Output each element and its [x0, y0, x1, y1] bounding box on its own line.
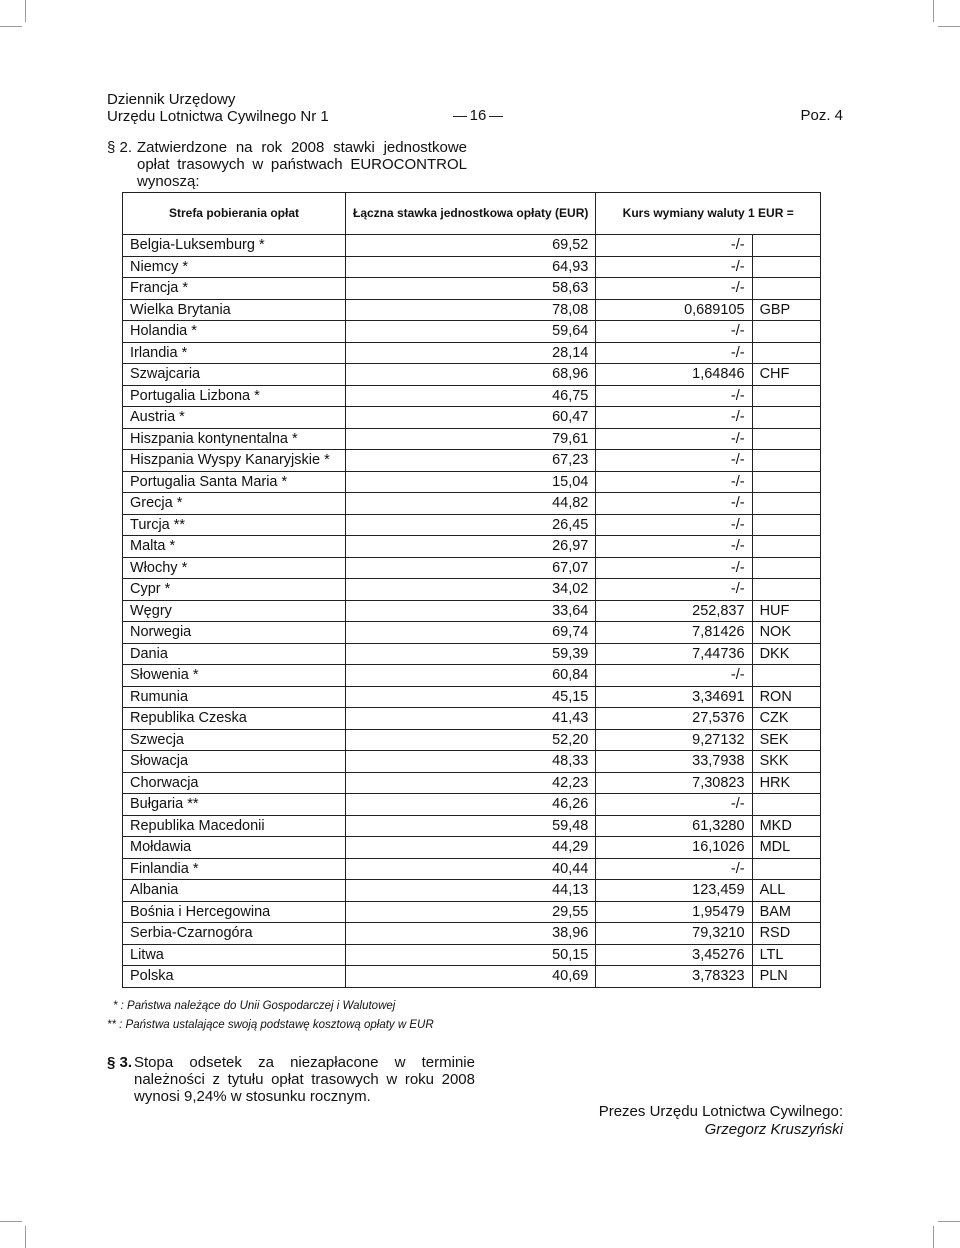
rate-cell: 42,23 — [345, 772, 595, 794]
section-3-text: Stopa odsetek za niezapłacone w terminie należności z tytułu opłat trasowych w roku 2008 wynosi 9,24% w stosunku rocznym. — [134, 1054, 475, 1105]
crop-mark — [933, 1226, 934, 1248]
table-header-row — [123, 193, 821, 235]
exchange-cell: 7,44736 — [596, 643, 752, 665]
exchange-cell: -/- — [596, 579, 752, 601]
table-row — [123, 536, 821, 558]
currency-cell: MKD — [752, 815, 820, 837]
exchange-cell: -/- — [596, 428, 752, 450]
zone-cell: Szwecja — [123, 729, 346, 751]
zone-cell: Niemcy * — [123, 256, 346, 278]
table-row — [123, 579, 821, 601]
rate-cell: 29,55 — [345, 901, 595, 923]
table-row — [123, 858, 821, 880]
rate-cell: 69,74 — [345, 622, 595, 644]
zone-cell: Turcja ** — [123, 514, 346, 536]
table-row — [123, 342, 821, 364]
zone-cell: Belgia-Luksemburg * — [123, 235, 346, 257]
crop-mark — [25, 0, 26, 22]
crop-mark — [0, 1221, 22, 1222]
zone-cell: Serbia-Czarnogóra — [123, 923, 346, 945]
exchange-cell: -/- — [596, 278, 752, 300]
exchange-cell: 252,837 — [596, 600, 752, 622]
exchange-cell: -/- — [596, 665, 752, 687]
zone-cell: Malta * — [123, 536, 346, 558]
table-body — [123, 235, 821, 988]
currency-cell: LTL — [752, 944, 820, 966]
currency-cell — [752, 536, 820, 558]
journal-title-line2: Urzędu Lotnictwa Cywilnego Nr 1 — [107, 108, 329, 125]
section-2-text: Zatwierdzone na rok 2008 stawki jednostkowe opłat trasowych w państwach EUROCONTROL wynoszą: — [137, 139, 467, 190]
zone-cell: Republika Macedonii — [123, 815, 346, 837]
currency-cell — [752, 557, 820, 579]
zone-cell: Norwegia — [123, 622, 346, 644]
zone-cell: Mołdawia — [123, 837, 346, 859]
zone-cell: Grecja * — [123, 493, 346, 515]
exchange-cell: -/- — [596, 385, 752, 407]
section-2 — [107, 139, 467, 190]
position-label: Poz. 4 — [800, 107, 843, 124]
currency-cell — [752, 428, 820, 450]
rate-cell: 58,63 — [345, 278, 595, 300]
rate-cell: 69,52 — [345, 235, 595, 257]
footnote-double-star: ** : Państwa ustalające swoją podstawę kosztową opłaty w EUR — [107, 1019, 434, 1031]
rate-cell: 59,48 — [345, 815, 595, 837]
exchange-cell: -/- — [596, 858, 752, 880]
currency-cell: NOK — [752, 622, 820, 644]
table-row — [123, 450, 821, 472]
zone-cell: Włochy * — [123, 557, 346, 579]
exchange-cell: -/- — [596, 407, 752, 429]
exchange-cell: 3,34691 — [596, 686, 752, 708]
zone-cell: Bośnia i Hercegowina — [123, 901, 346, 923]
crop-mark — [933, 0, 934, 22]
table-row — [123, 600, 821, 622]
table-row — [123, 471, 821, 493]
zone-cell: Albania — [123, 880, 346, 902]
currency-cell: SKK — [752, 751, 820, 773]
rate-cell: 44,29 — [345, 837, 595, 859]
table-row — [123, 686, 821, 708]
rate-cell: 67,23 — [345, 450, 595, 472]
exchange-cell: -/- — [596, 256, 752, 278]
rate-cell: 26,45 — [345, 514, 595, 536]
table-row — [123, 407, 821, 429]
zone-cell: Rumunia — [123, 686, 346, 708]
currency-cell — [752, 471, 820, 493]
currency-cell — [752, 342, 820, 364]
rate-cell: 33,64 — [345, 600, 595, 622]
rate-cell: 59,64 — [345, 321, 595, 343]
table-row — [123, 901, 821, 923]
rate-cell: 78,08 — [345, 299, 595, 321]
crop-mark — [0, 26, 22, 27]
rate-cell: 26,97 — [345, 536, 595, 558]
exchange-cell: -/- — [596, 471, 752, 493]
table-row — [123, 794, 821, 816]
table-row — [123, 880, 821, 902]
table-row — [123, 923, 821, 945]
currency-cell — [752, 321, 820, 343]
currency-cell: HRK — [752, 772, 820, 794]
exchange-cell: -/- — [596, 536, 752, 558]
header-rate: Łączna stawka jednostkowa opłaty (EUR) — [345, 193, 595, 235]
table-row — [123, 815, 821, 837]
journal-title-line1: Dziennik Urzędowy — [107, 91, 236, 108]
currency-cell — [752, 493, 820, 515]
table-row — [123, 772, 821, 794]
exchange-cell: -/- — [596, 794, 752, 816]
exchange-cell: 7,81426 — [596, 622, 752, 644]
rate-cell: 79,61 — [345, 428, 595, 450]
zone-cell: Polska — [123, 966, 346, 988]
table-row — [123, 643, 821, 665]
rate-cell: 38,96 — [345, 923, 595, 945]
rate-cell: 28,14 — [345, 342, 595, 364]
rate-cell: 48,33 — [345, 751, 595, 773]
zone-cell: Słowacja — [123, 751, 346, 773]
exchange-cell: -/- — [596, 514, 752, 536]
zone-cell: Chorwacja — [123, 772, 346, 794]
table-row — [123, 385, 821, 407]
rate-cell: 41,43 — [345, 708, 595, 730]
signature-block — [599, 1103, 843, 1139]
rate-cell: 15,04 — [345, 471, 595, 493]
page-number — [448, 107, 508, 124]
rate-cell: 60,84 — [345, 665, 595, 687]
crop-mark — [938, 26, 960, 27]
table-row — [123, 514, 821, 536]
exchange-cell: 3,78323 — [596, 966, 752, 988]
exchange-cell: -/- — [596, 342, 752, 364]
zone-cell: Hiszpania kontynentalna * — [123, 428, 346, 450]
currency-cell: BAM — [752, 901, 820, 923]
table-row — [123, 493, 821, 515]
footnote-single-star: * : Państwa należące do Unii Gospodarczej i Walutowej — [113, 1000, 396, 1012]
currency-cell: HUF — [752, 600, 820, 622]
table-row — [123, 428, 821, 450]
exchange-cell: 61,3280 — [596, 815, 752, 837]
zone-cell: Holandia * — [123, 321, 346, 343]
signature-title: Prezes Urzędu Lotnictwa Cywilnego: — [598, 1103, 843, 1120]
exchange-cell: -/- — [596, 321, 752, 343]
currency-cell — [752, 278, 820, 300]
dash-right — [489, 116, 503, 117]
currency-cell: SEK — [752, 729, 820, 751]
currency-cell — [752, 579, 820, 601]
exchange-cell: 1,95479 — [596, 901, 752, 923]
table-row — [123, 708, 821, 730]
table-row — [123, 299, 821, 321]
rate-cell: 64,93 — [345, 256, 595, 278]
zone-cell: Szwajcaria — [123, 364, 346, 386]
zone-cell: Portugalia Santa Maria * — [123, 471, 346, 493]
crop-mark — [25, 1226, 26, 1248]
crop-mark — [938, 1221, 960, 1222]
table-row — [123, 729, 821, 751]
table-row — [123, 235, 821, 257]
exchange-cell: 16,1026 — [596, 837, 752, 859]
zone-cell: Francja * — [123, 278, 346, 300]
table-row — [123, 837, 821, 859]
exchange-cell: 9,27132 — [596, 729, 752, 751]
zone-cell: Republika Czeska — [123, 708, 346, 730]
exchange-cell: 79,3210 — [596, 923, 752, 945]
table-row — [123, 321, 821, 343]
zone-cell: Hiszpania Wyspy Kanaryjskie * — [123, 450, 346, 472]
exchange-cell: 7,30823 — [596, 772, 752, 794]
rate-cell: 34,02 — [345, 579, 595, 601]
rate-cell: 46,26 — [345, 794, 595, 816]
exchange-cell: -/- — [596, 235, 752, 257]
rate-cell: 68,96 — [345, 364, 595, 386]
rate-cell: 46,75 — [345, 385, 595, 407]
currency-cell: DKK — [752, 643, 820, 665]
currency-cell — [752, 256, 820, 278]
zone-cell: Finlandia * — [123, 858, 346, 880]
section-3 — [107, 1054, 475, 1105]
rate-cell: 60,47 — [345, 407, 595, 429]
rates-table — [122, 192, 821, 988]
currency-cell — [752, 235, 820, 257]
currency-cell — [752, 407, 820, 429]
exchange-cell: -/- — [596, 450, 752, 472]
currency-cell: GBP — [752, 299, 820, 321]
currency-cell — [752, 794, 820, 816]
zone-cell: Irlandia * — [123, 342, 346, 364]
table-row — [123, 665, 821, 687]
zone-cell: Cypr * — [123, 579, 346, 601]
currency-cell: ALL — [752, 880, 820, 902]
currency-cell — [752, 858, 820, 880]
rate-cell: 67,07 — [345, 557, 595, 579]
zone-cell: Portugalia Lizbona * — [123, 385, 346, 407]
exchange-cell: 33,7938 — [596, 751, 752, 773]
currency-cell — [752, 514, 820, 536]
rate-cell: 40,44 — [345, 858, 595, 880]
signature-name: Grzegorz Kruszyński — [704, 1121, 843, 1138]
header-exchange: Kurs wymiany waluty 1 EUR = — [596, 193, 821, 235]
exchange-cell: -/- — [596, 557, 752, 579]
exchange-cell: 1,64846 — [596, 364, 752, 386]
exchange-cell: -/- — [596, 493, 752, 515]
header-zone: Strefa pobierania opłat — [123, 193, 346, 235]
table-row — [123, 944, 821, 966]
table-row — [123, 622, 821, 644]
currency-cell: CZK — [752, 708, 820, 730]
exchange-cell: 27,5376 — [596, 708, 752, 730]
rate-cell: 44,13 — [345, 880, 595, 902]
exchange-cell: 0,689105 — [596, 299, 752, 321]
currency-cell — [752, 385, 820, 407]
rate-cell: 40,69 — [345, 966, 595, 988]
rate-cell: 59,39 — [345, 643, 595, 665]
zone-cell: Wielka Brytania — [123, 299, 346, 321]
currency-cell: RSD — [752, 923, 820, 945]
table-row — [123, 966, 821, 988]
exchange-cell: 3,45276 — [596, 944, 752, 966]
currency-cell — [752, 450, 820, 472]
dash-left — [453, 116, 467, 117]
currency-cell: RON — [752, 686, 820, 708]
table-row — [123, 557, 821, 579]
table-row — [123, 751, 821, 773]
zone-cell: Litwa — [123, 944, 346, 966]
exchange-cell: 123,459 — [596, 880, 752, 902]
journal-title — [107, 91, 329, 125]
currency-cell — [752, 665, 820, 687]
zone-cell: Bułgaria ** — [123, 794, 346, 816]
rate-cell: 44,82 — [345, 493, 595, 515]
currency-cell: CHF — [752, 364, 820, 386]
section-3-sign: § 3. — [107, 1054, 133, 1071]
zone-cell: Austria * — [123, 407, 346, 429]
zone-cell: Dania — [123, 643, 346, 665]
zone-cell: Słowenia * — [123, 665, 346, 687]
section-2-sign: § 2. — [107, 139, 133, 156]
rate-cell: 52,20 — [345, 729, 595, 751]
zone-cell: Węgry — [123, 600, 346, 622]
rate-cell: 45,15 — [345, 686, 595, 708]
table-row — [123, 364, 821, 386]
table-row — [123, 278, 821, 300]
table-row — [123, 256, 821, 278]
currency-cell: MDL — [752, 837, 820, 859]
currency-cell: PLN — [752, 966, 820, 988]
page-number-value: 16 — [469, 107, 487, 124]
rate-cell: 50,15 — [345, 944, 595, 966]
